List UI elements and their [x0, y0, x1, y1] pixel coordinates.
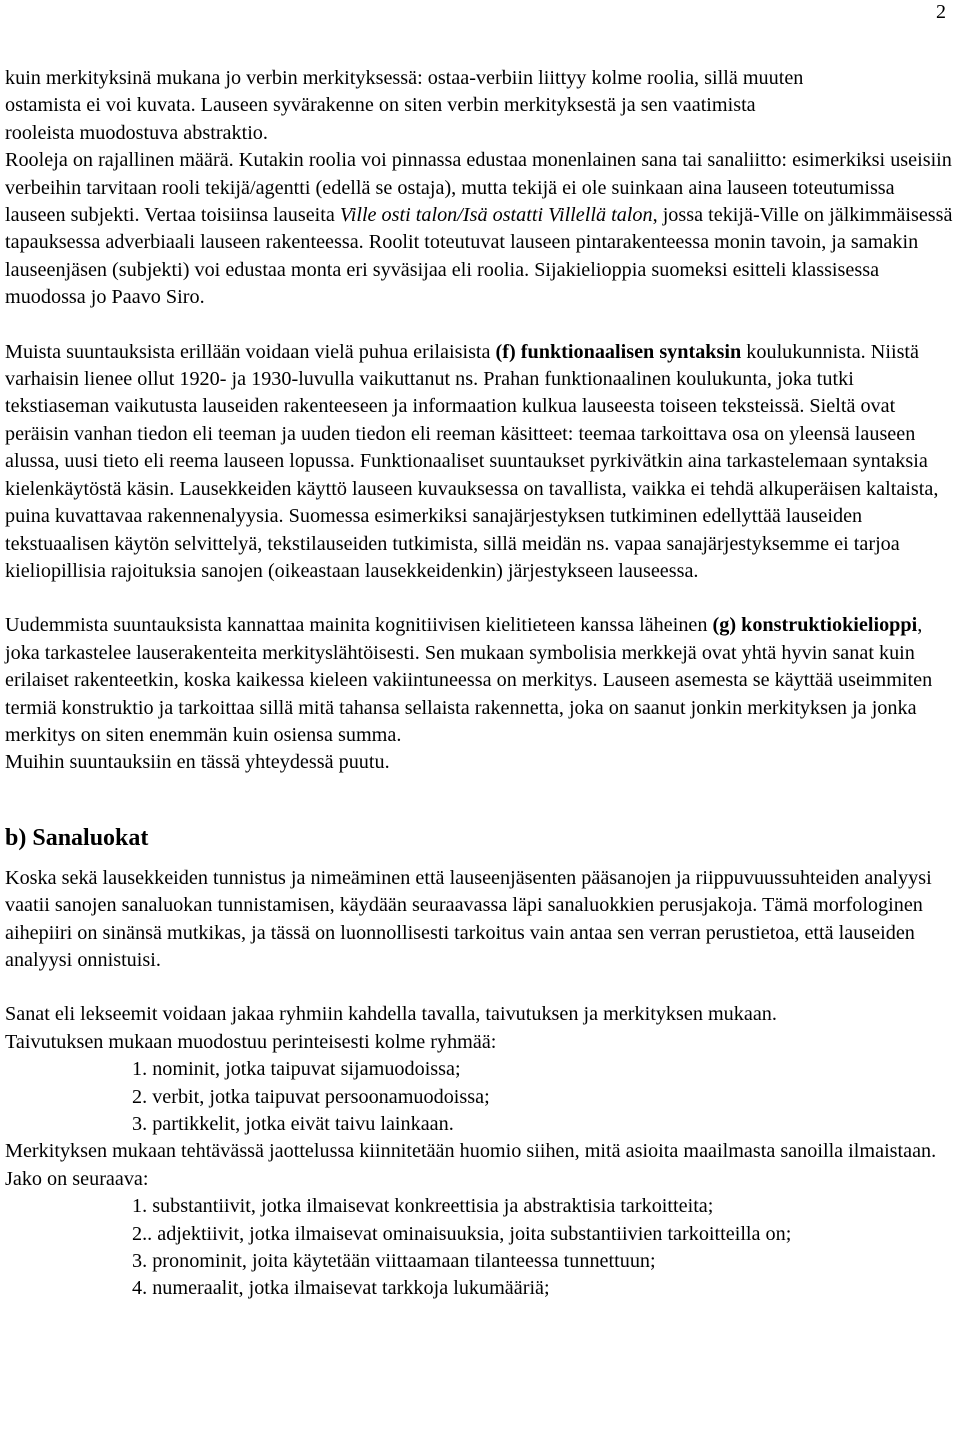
- text: Rooleja on rajallinen määrä. Kutakin roolia voi pinnassa edustaa monenlainen sana tai sanaliitto: esimerkiksi useisiin verbeihin tarvitaan rooli tekijä/agentti (edellä se ostaja), mutta tekijä ei ole suinkaan aina lauseen toteutumissa lauseen subjekti. Vertaa toisiinsa lauseita: [5, 149, 952, 227]
- line: kuin merkityksinä mukana jo verbin merkityksessä: ostaa-verbiin liittyy kolme roolia, sillä muuten: [5, 67, 804, 89]
- term-construction-grammar: (g) konstruktiokielioppi: [712, 614, 918, 637]
- paragraph-inflection-groups: Taivutuksen mukaan muodostuu perinteisesti kolme ryhmää:: [5, 1030, 497, 1053]
- example-sentences: Ville osti talon/Isä ostatti Villellä talon: [339, 204, 653, 227]
- text: , jossa tekijä-Ville on jälkimmäisessä tapauksessa adverbiaali lauseen rakenteessa. Roolit toteutuvat lauseen pintarakenteessa monin tavoin, ja samakin lauseenjäsen (subjekti) voi edustaa monta eri syväsijaa eli roolia. Sijakielioppia suomeksi esitteli klassisessa muodossa jo Paavo Siro.: [5, 204, 953, 309]
- list-item: 3. pronominit, joita käytetään viittaamaan tilanteessa tunnettuun;: [132, 1250, 656, 1273]
- text: koulukunnista. Niistä varhaisin lienee ollut 1920- ja 1930-luvulla vaikuttanut ns. Prahan funktionaalinen koulukunta, joka tutki tekstiaseman vaikutusta lauseiden rakenteeseen ja informaation kulkua lauseesta toiseen teksteissä. Sieltä ovat peräisin vanhan tiedon eli teeman ja uuden tiedon eli reeman käsitteet: teemaa tarkoittava osa on yleensä lauseen alussa, uusi tieto eli reema lauseen lopussa. Funktionaaliset suuntaukset pyrkivätkin aina tarkastelemaan syntaksia kielenkäytöstä käsin. Lausekkeiden käyttö lauseen kuvauksessa on tavallista, vaikka ei tehdä alkuperäisen kaltaista, puina kuvattavaa rakennenalyysia. Suomessa esimerkiksi sanajärjestyksen tutkiminen edellyttää lauseiden tekstuaalisen käytön selvittelyä, tekstilauseiden tutkimista, sillä meidän ns. vapaa sanajärjestyksemme ei tarjoa kieliopillisia rajoituksia sanojen (oikeastaan lausekkeidenkin) järjestykseen lauseessa.: [5, 340, 939, 582]
- paragraph-roles-intro: [5, 65, 957, 147]
- meaning-list: [5, 1193, 957, 1303]
- list-item: 2. verbit, jotka taipuvat persoonamuodoissa;: [132, 1085, 490, 1108]
- text: Muista suuntauksista erillään voidaan vielä puhua erilaisista: [5, 340, 496, 363]
- document-body: [5, 65, 957, 1303]
- term-functional-syntax: (f) funktionaalisen syntaksin: [495, 340, 742, 363]
- paragraph-functional-syntax: [5, 339, 957, 586]
- list-item: 2.. adjektiivit, jotka ilmaisevat ominaisuuksia, joita substantiivien tarkoitteilla on;: [132, 1222, 792, 1245]
- paragraph-meaning-groups: Merkityksen mukaan tehtävässä jaottelussa kiinnitetään huomio siihen, mitä asioita maailmasta sanoilla ilmaistaan. Jako on seuraava:: [5, 1140, 937, 1190]
- line: rooleista muodostuva abstraktio.: [5, 121, 268, 144]
- paragraph-closing-note: Muihin suuntauksiin en tässä yhteydessä puutu.: [5, 751, 390, 774]
- text: , joka tarkastelee lauserakenteita merkityslähtöisesti. Sen mukaan symbolisia merkkejä ovat yhtä hyvin sanat kuin erilaiset rakenteetkin, koska kaikessa kieleen vakiintuneessa on merkitys. Lauseen asemesta se käyttää useimmiten termiä konstruktio ja tarkoittaa sillä mitä tahansa sellaista rakennetta, joka on saanut jonkin merkityksen ja jonka merkitys on siten enemmän kuin osiensa summa.: [5, 614, 933, 746]
- paragraph-roles: [5, 147, 957, 311]
- paragraph-lexemes: Sanat eli lekseemit voidaan jakaa ryhmiin kahdella tavalla, taivutuksen ja merkityksen mukaan.: [5, 1003, 777, 1026]
- list-item: 4. numeraalit, jotka ilmaisevat tarkkoja lukumääriä;: [132, 1277, 550, 1300]
- list-item: 3. partikkelit, jotka eivät taivu lainkaan.: [132, 1113, 454, 1135]
- paragraph-word-classes-intro: Koska sekä lausekkeiden tunnistus ja nimeäminen että lauseenjäsenten pääsanojen ja riippuvuussuhteiden analyysi vaatii sanojen sanaluokan tunnistamisen, käydään seuraavassa läpi sanaluokkien perusjakoja. Tämä morfologinen aihepiiri on sinänsä mutkikas, ja tässä on luonnollisesti tarkoitus vain antaa sen verran perustietoa, että lauseiden analyysi onnistuisi.: [5, 866, 932, 971]
- list-item: 1. nominit, jotka taipuvat sijamuodoissa;: [132, 1058, 461, 1081]
- section-heading: b) Sanaluokat: [5, 824, 149, 851]
- paragraph-construction-grammar: [5, 612, 957, 749]
- page-number: 2: [936, 1, 946, 23]
- inflection-list: [5, 1056, 957, 1138]
- line: ostamista ei voi kuvata. Lauseen syvärakenne on siten verbin merkityksestä ja sen vaatimista: [5, 94, 756, 117]
- text: Uudemmista suuntauksista kannattaa mainita kognitiivisen kielitieteen kanssa läheinen: [5, 614, 713, 637]
- list-item: 1. substantiivit, jotka ilmaisevat konkreettisia ja abstraktisia tarkoitteita;: [132, 1195, 714, 1218]
